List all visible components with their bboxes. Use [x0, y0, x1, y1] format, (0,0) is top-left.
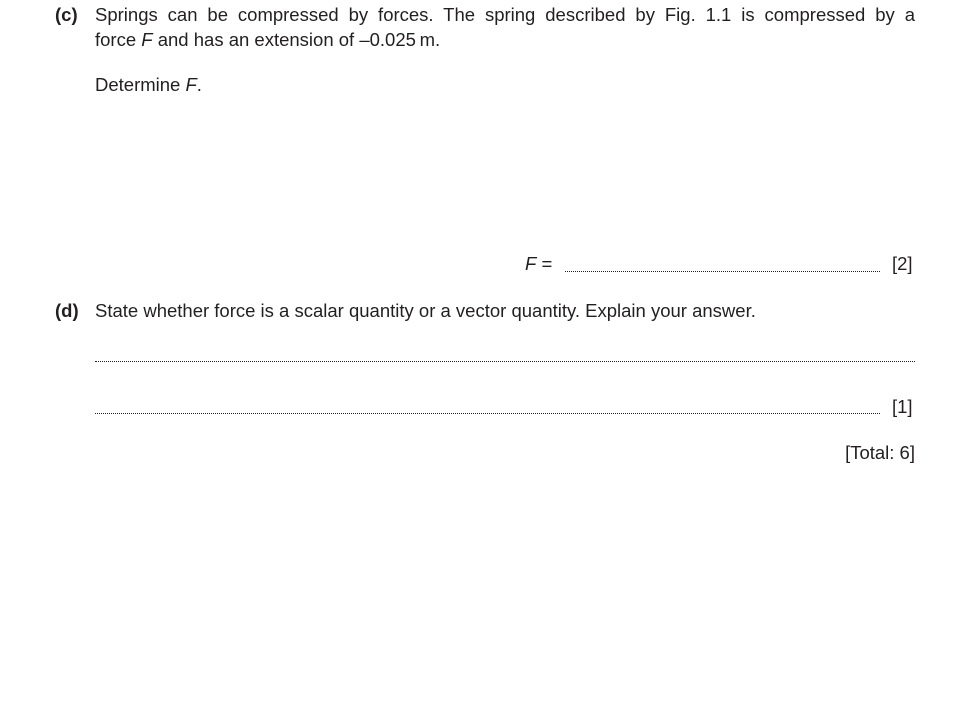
answer-variable: F	[525, 253, 537, 274]
part-d-marks: [1]	[892, 396, 913, 417]
instruction-post: .	[196, 74, 202, 95]
part-d-answer-line-1[interactable]	[95, 361, 915, 362]
part-c-marks: [2]	[892, 253, 913, 274]
part-c-answer-line[interactable]	[565, 271, 880, 272]
part-c-instruction	[95, 74, 202, 96]
question-total: [Total: 6]	[845, 442, 915, 463]
force-variable: F	[141, 29, 153, 50]
part-c-label: (c)	[55, 4, 78, 25]
part-d-label: (d)	[55, 300, 79, 321]
part-c-question-line1: Springs can be compressed by forces. The spring described by Fig. 1.1 is compressed by a	[95, 4, 915, 25]
part-c-line2-pre: force	[95, 29, 137, 50]
answer-equals: =	[541, 253, 553, 274]
part-c-question-line2	[95, 29, 440, 51]
part-c-line2-post: and has an extension of –0.025 m.	[157, 29, 441, 50]
part-d-question: State whether force is a scalar quantity or a vector quantity. Explain your answer.	[95, 300, 756, 321]
instruction-variable: F	[185, 74, 197, 95]
instruction-pre: Determine	[95, 74, 181, 95]
part-d-answer-line-2[interactable]	[95, 413, 880, 414]
part-c-answer-label	[525, 253, 552, 275]
